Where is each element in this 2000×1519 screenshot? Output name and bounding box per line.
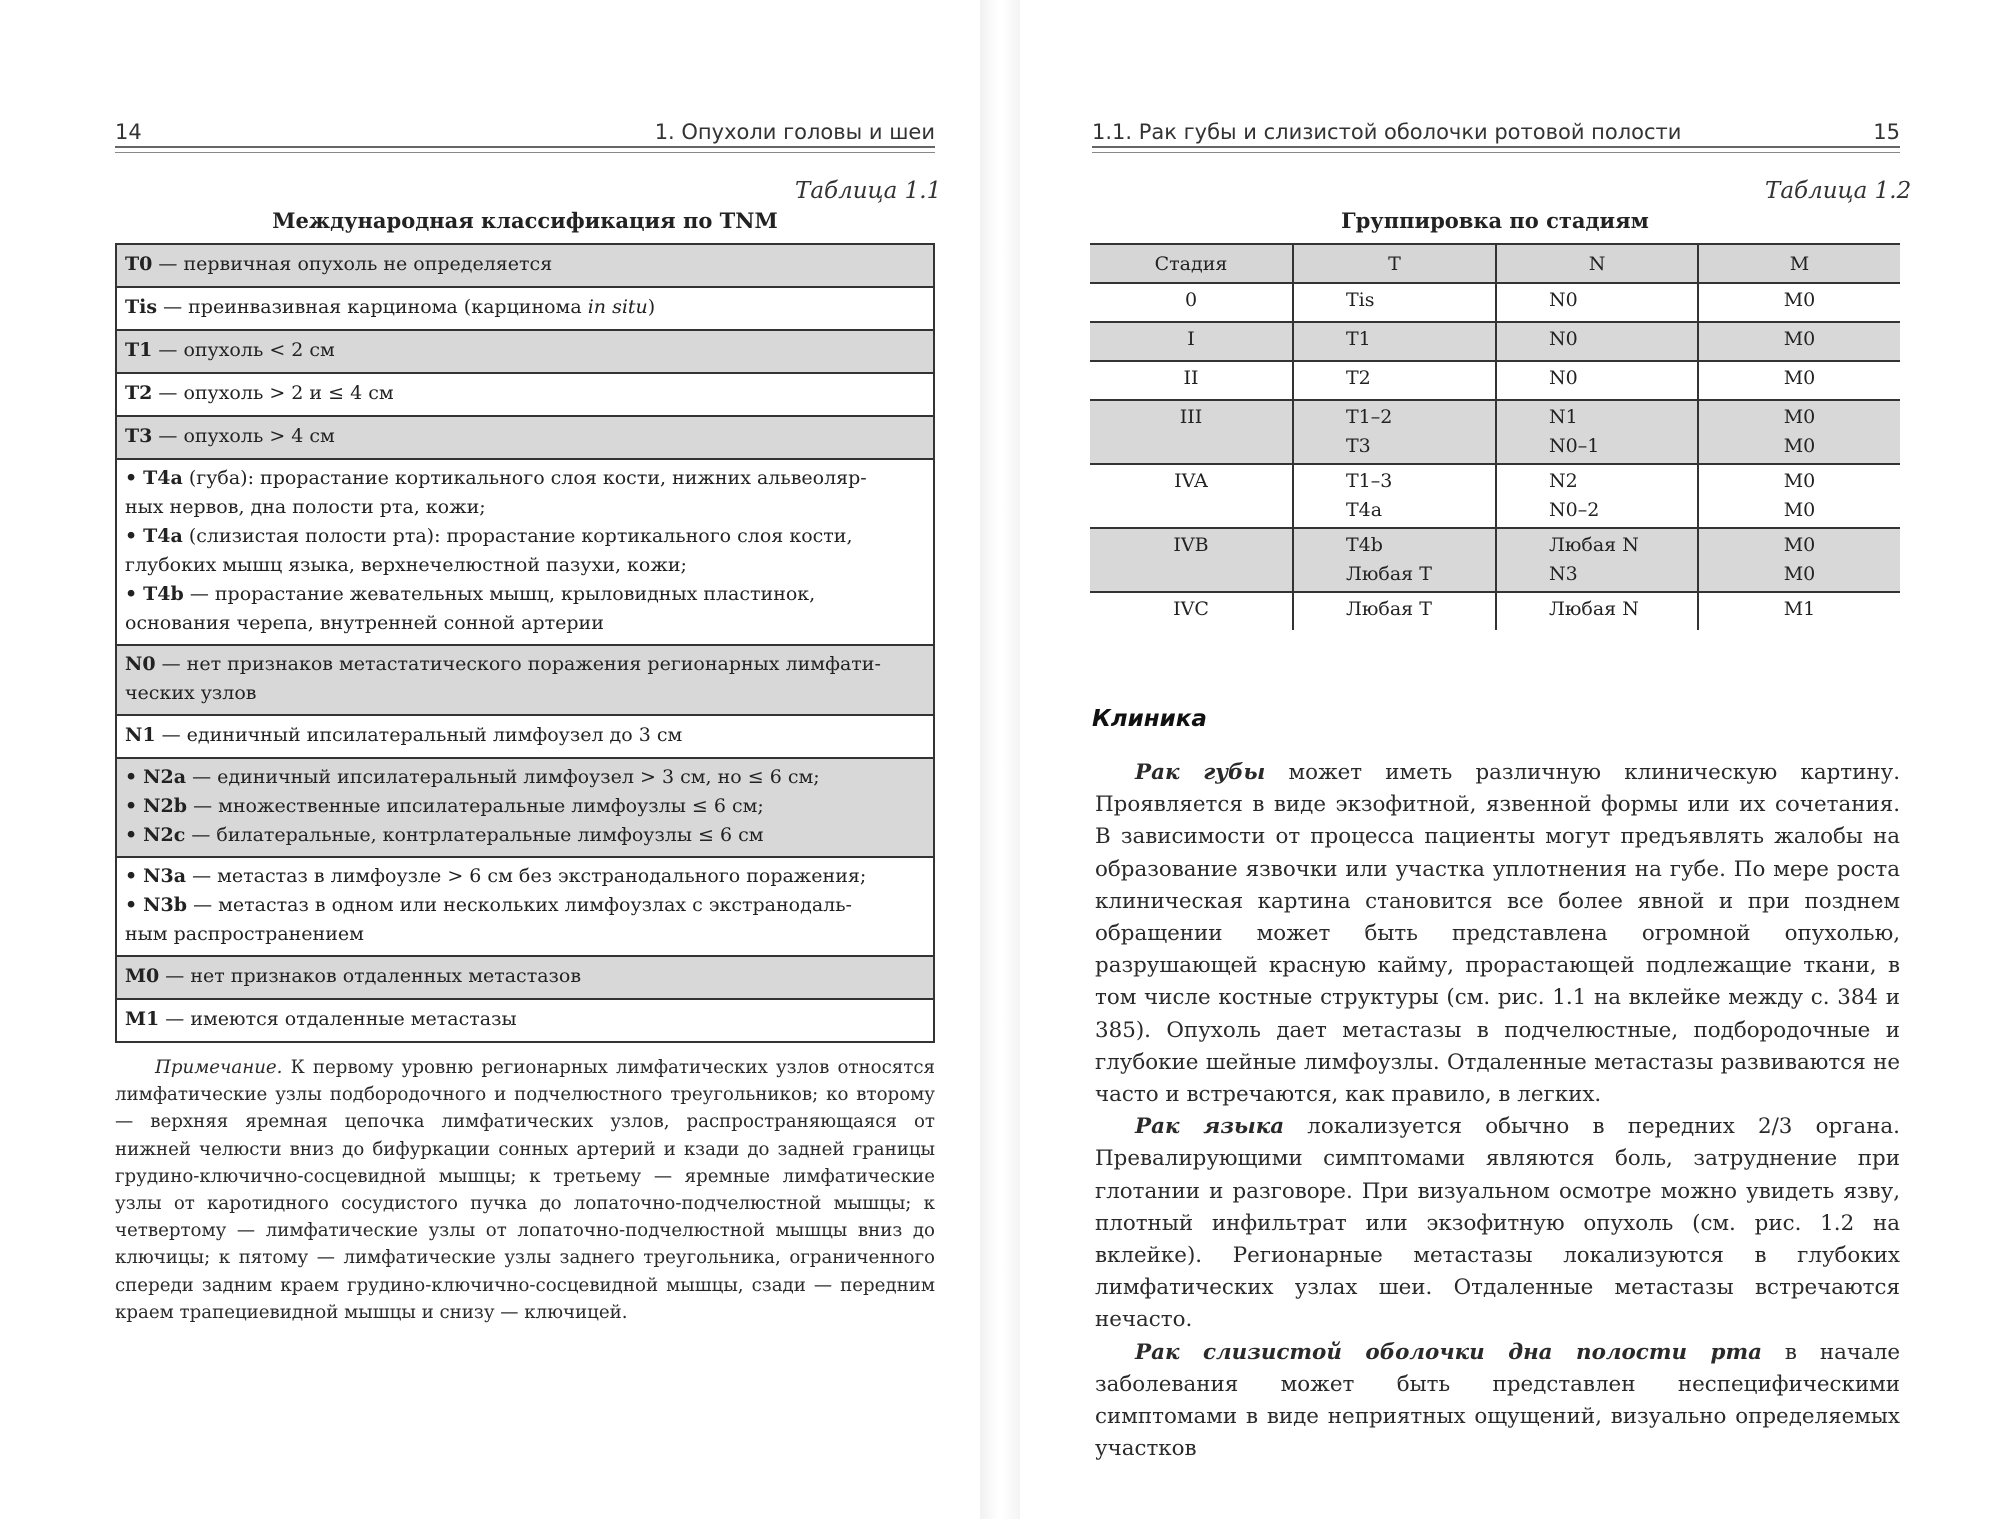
tnm-item-t4a-oral-cont: глубоких мышц языка, верхнечелюстной пазухи, кожи;	[125, 554, 687, 576]
tnm-row-n2	[117, 759, 933, 858]
table-1-1-label: Таблица 1.1	[795, 178, 942, 204]
paragraph-tongue-cancer: Рак языка локализуется обычно в передних 2/3 органа. Превалирующими симптомами являются боль, затруднение при глотании и разговоре. При визуальном осмотре можно увидеть язву, плотный инфильтрат или экзофитную опухоль (см. рис. 1.2 на вклейке). Регионарные метастазы локализуются в глубоких лимфатических узлах шеи. Отдаленные метастазы встречаются нечасто.	[1095, 1114, 1900, 1333]
left-header-rule-thin	[115, 152, 935, 153]
left-running-head-title: 1. Опухоли головы и шеи	[654, 120, 935, 144]
clinic-body-text	[1095, 757, 1900, 1465]
tnm-row-n0: N0 — нет признаков метастатического поражения регионарных лимфати- ческих узлов	[117, 646, 933, 716]
table-1-2-title: Группировка по стадиям	[1341, 208, 1649, 233]
stage-row-i: I T1 N0 M0	[1090, 322, 1900, 361]
tnm-item-n2c: • N2c — билатеральные, контрлатеральные лимфоузлы ≤ 6 см	[125, 824, 764, 846]
table-1-2-label: Таблица 1.2	[1765, 178, 1912, 204]
header-t: T	[1293, 244, 1496, 283]
note-label: Примечание.	[155, 1057, 283, 1078]
tnm-row-n3	[117, 858, 933, 957]
right-page-number: 15	[1873, 120, 1900, 144]
tnm-item-t4a-lip: • T4a (губа): прорастание кортикального слоя кости, нижних альвеоляр-	[125, 467, 867, 489]
tnm-item-t4a-oral: • T4a (слизистая полости рта): прорастание кортикального слоя кости,	[125, 525, 853, 547]
tnm-row-n1: N1 — единичный ипсилатеральный лимфоузел до 3 см	[117, 716, 933, 759]
tnm-item-n2a: • N2a — единичный ипсилатеральный лимфоузел > 3 см, но ≤ 6 см;	[125, 766, 820, 788]
section-title-clinic: Клиника	[1092, 706, 1207, 732]
tnm-row-t0: T0 — первичная опухоль не определяется	[117, 245, 933, 288]
left-running-header	[115, 114, 935, 144]
tnm-row-t2: T2 — опухоль > 2 и ≤ 4 см	[117, 374, 933, 417]
header-n: N	[1496, 244, 1698, 283]
note-text: К первому уровню регионарных лимфатических узлов относятся лимфатические узлы подбородочного и подчелюстного треугольников; ко второму — верхняя яремная цепочка лимфатических узлов, распространяющаяся от нижней челюсти вниз до бифуркации сонных артерий и кзади до задней границы грудино-ключично-сосцевидной мышцы; к третьему — яремные лимфатические узлы от каротидного сосудистого пучка до лопаточно-подчелюстной мышцы; к четвертому — лимфатические узлы от лопаточно-подчелюстной мышцы вниз до ключицы; к пятому — лимфатические узлы заднего треугольника, ограниченного спереди задним краем грудино-ключично-сосцевидной мышцы, сзади — передним краем трапециевидной мышцы и снизу — ключицей.	[115, 1057, 935, 1323]
right-running-head-title: 1.1. Рак губы и слизистой оболочки ротовой полости	[1092, 120, 1682, 144]
left-header-rule	[115, 146, 935, 148]
right-running-header	[1092, 114, 1900, 144]
stage-row-0: 0 Tis N0 M0	[1090, 283, 1900, 322]
tnm-classification-table	[115, 243, 935, 1043]
right-header-rule-thin	[1092, 152, 1900, 153]
stage-row-ivb: IVB T4b Любая T Любая N N3 M0 M0	[1090, 528, 1900, 592]
tnm-item-n3a: • N3a — метастаз в лимфоузле > 6 см без экстранодального поражения;	[125, 865, 867, 887]
stage-row-iii: III T1–2 T3 N1 N0–1 M0 M0	[1090, 400, 1900, 464]
tnm-row-tis: Tis — преинвазивная карцинома (карцинома in situ)	[117, 288, 933, 331]
paragraph-floor-of-mouth-cancer: Рак слизистой оболочки дна полости рта в начале заболевания может быть представлен неспецифическими симптомами в виде неприятных ощущений, визуально определяемых участков	[1095, 1339, 1901, 1462]
table-note	[115, 1054, 935, 1326]
stage-row-ii: II T2 N0 M0	[1090, 361, 1900, 400]
tnm-item-n3b: • N3b — метастаз в одном или нескольких лимфоузлах с экстранодаль-	[125, 894, 852, 916]
tnm-row-t3: T3 — опухоль > 4 см	[117, 417, 933, 460]
right-header-rule	[1092, 146, 1900, 148]
tnm-item-t4b: • T4b — прорастание жевательных мышц, крыловидных пластинок,	[125, 583, 816, 605]
book-gutter	[980, 0, 1020, 1519]
table-1-1-title: Международная классификация по TNM	[272, 208, 778, 233]
tnm-item-t4b-cont: основания черепа, внутренней сонной артерии	[125, 612, 604, 634]
tnm-item-n3b-cont: ным распространением	[125, 923, 364, 945]
tnm-row-m1: M1 — имеются отдаленные метастазы	[125, 1008, 517, 1030]
stage-row-ivc: IVC Любая T Любая N M1	[1090, 592, 1900, 630]
tnm-row-t1: T1 — опухоль < 2 см	[117, 331, 933, 374]
tnm-item-n2b: • N2b — множественные ипсилатеральные лимфоузлы ≤ 6 см;	[125, 795, 764, 817]
header-stage: Стадия	[1090, 244, 1293, 283]
left-page-number: 14	[115, 120, 142, 144]
stage-grouping-table	[1090, 243, 1900, 630]
tnm-row-t4	[117, 460, 933, 646]
stage-header-row	[1090, 244, 1900, 283]
paragraph-lip-cancer: Рак губы может иметь различную клиническую картину. Проявляется в виде экзофитной, язвенной формы или их сочетания. В зависимости от процесса пациенты могут предъявлять жалобы на образование язвочки или участка уплотнения на губе. По мере роста клиническая картина становится все более явной и при позднем обращении может быть представлена огромной опухолью, разрушающей красную кайму, прорастающей подлежащие ткани, в том числе костные структуры (см. рис. 1.1 на вклейке между с. 384 и 385). Опухоль дает метастазы в подчелюстные, подбородочные и глубокие шейные лимфоузлы. Отдаленные метастазы развиваются не часто и встречаются, как правило, в легких.	[1095, 760, 1900, 1108]
tnm-row-m0: M0 — нет признаков отдаленных метастазов	[117, 957, 933, 1000]
header-m: M	[1698, 244, 1900, 283]
tnm-item-t4a-lip-cont: ных нервов, дна полости рта, кожи;	[125, 496, 486, 518]
stage-row-iva: IVA T1–3 T4a N2 N0–2 M0 M0	[1090, 464, 1900, 528]
